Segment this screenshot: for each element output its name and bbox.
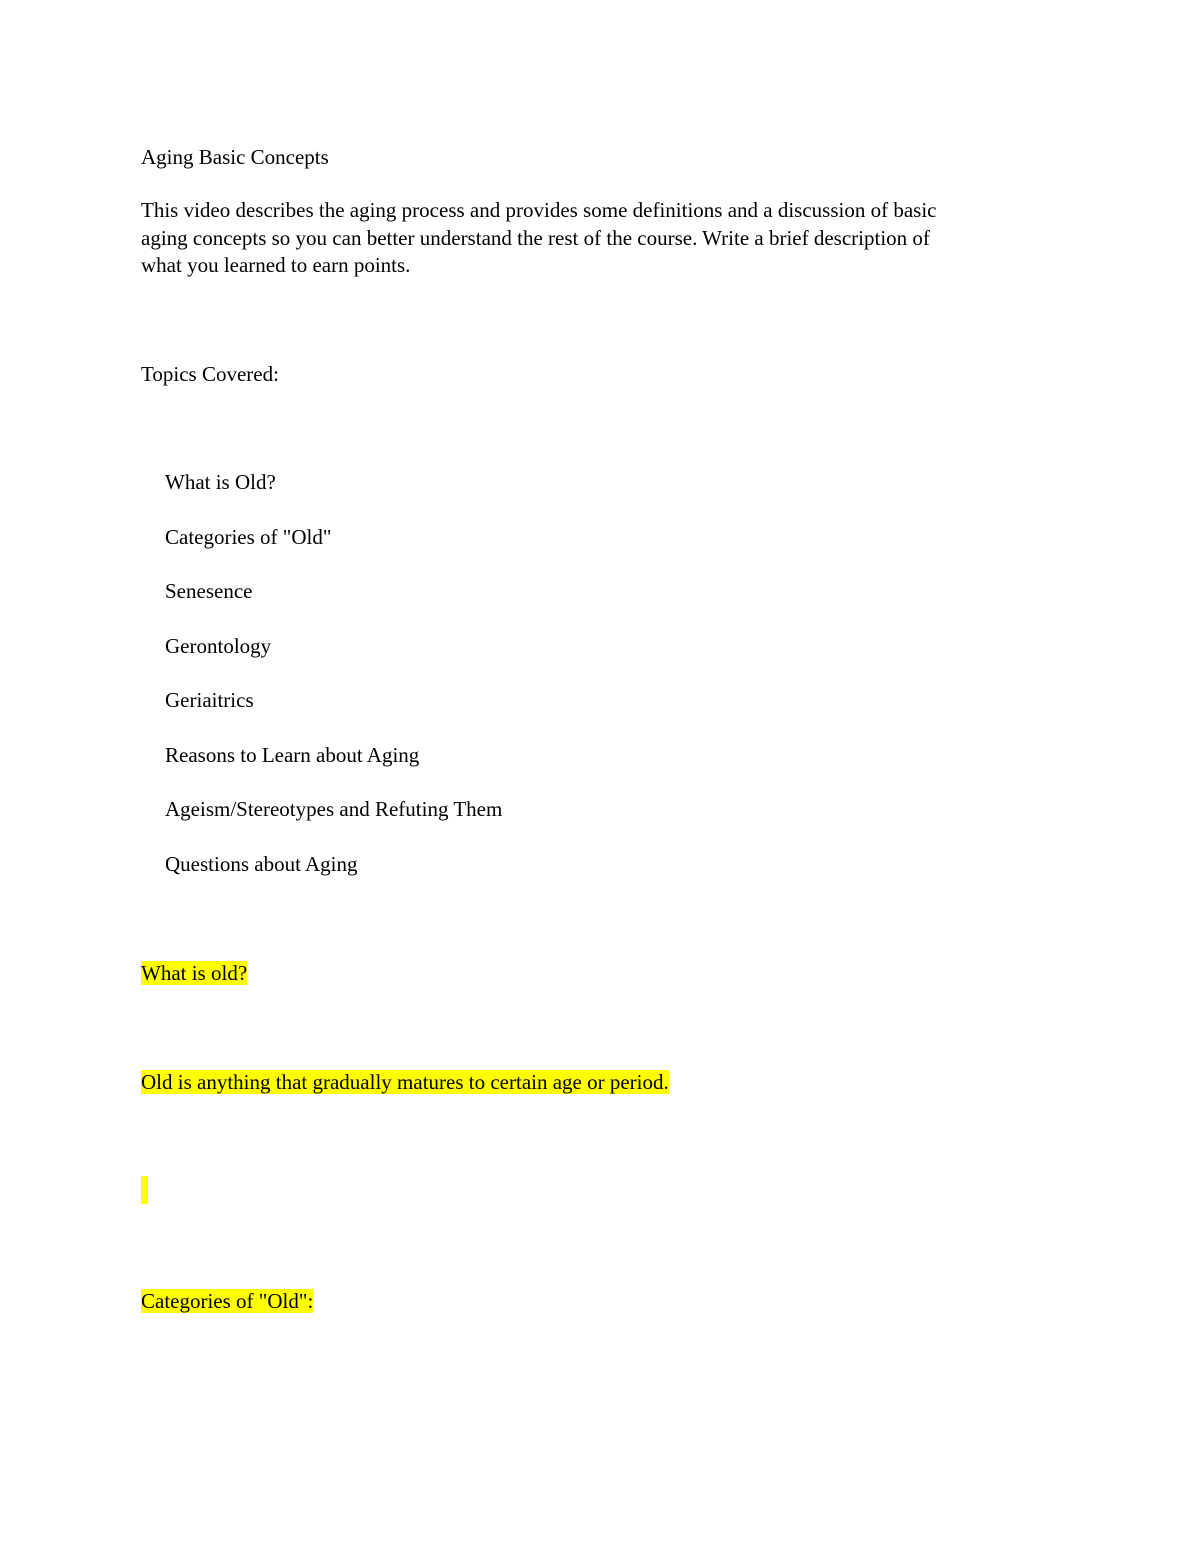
topic-item: What is Old? (165, 470, 276, 494)
answer-what-is-old[interactable] (141, 1069, 669, 1096)
topic-item: Ageism/Stereotypes and Refuting Them (165, 797, 503, 821)
intro-line: This video describes the aging process and provides some definitions and a discussion of basic (141, 198, 937, 222)
intro-line: aging concepts so you can better understand the rest of the course. Write a brief description of (141, 225, 930, 250)
topic-item: Geriaitrics (165, 688, 254, 712)
highlighted-text[interactable]: Categories of "Old": (141, 1289, 314, 1313)
question-categories-of-old[interactable] (141, 1288, 313, 1315)
text-cursor[interactable] (141, 1176, 148, 1204)
question-what-is-old[interactable] (141, 960, 247, 987)
document-title: Aging Basic Concepts (141, 145, 329, 169)
topic-item: Senesence (165, 579, 253, 603)
topic-item: Questions about Aging (165, 852, 358, 876)
intro-line: what you learned to earn points. (141, 253, 411, 277)
highlighted-text[interactable]: What is old? (141, 961, 248, 985)
highlighted-text[interactable]: Old is anything that gradually matures to certain age or period. (141, 1070, 669, 1094)
topic-item: Gerontology (165, 634, 272, 658)
topic-item: Reasons to Learn about Aging (165, 743, 420, 767)
topics-heading: Topics Covered: (141, 362, 279, 386)
topic-item: Categories of "Old" (165, 525, 332, 549)
intro-paragraph (141, 197, 1041, 280)
